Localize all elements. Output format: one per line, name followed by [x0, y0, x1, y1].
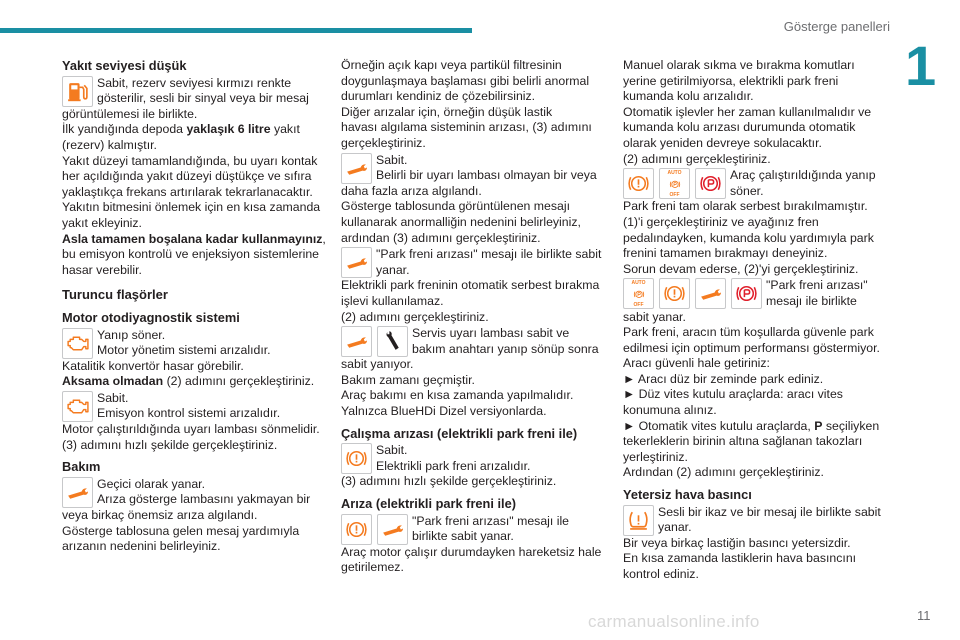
text-line: frenini tamamen bırakmayı deneyiniz.: [623, 246, 828, 261]
wrench-icon: [341, 153, 372, 184]
bullet-item: ► Aracı düz bir zeminde park ediniz.: [623, 371, 824, 386]
text-span: yakıt: [270, 122, 300, 137]
text-line: Manuel olarak sıkma ve bırakma komutları: [623, 58, 855, 72]
epb-indicator-row: [341, 443, 603, 474]
text-line: [62, 232, 324, 248]
text-line: pedalındayken, kumanda kolu yardımıyla park: [623, 230, 874, 245]
text-span: ,: [322, 231, 326, 246]
text-span: seçiliyken: [822, 418, 880, 433]
text-line: bakım anahtarı yanıp sönüp sonra: [412, 341, 599, 356]
text-line: (2) adımını gerçekleştiriniz.: [623, 151, 771, 166]
text-line: Sesli bir ikaz ve bir mesaj ile birlikte sabit: [658, 504, 881, 519]
text-line: Yalnızca BlueHDi Dizel versiyonlarda.: [341, 404, 547, 419]
text-line: hasar verebilir.: [62, 262, 142, 277]
text-line: söner.: [730, 183, 764, 198]
text-line: edilmesi için optimum performansı göstermiyor.: [623, 340, 880, 355]
text-line: konumuna alınız.: [623, 403, 717, 418]
wrench-icon: [695, 278, 726, 309]
text-line: her açıldığında yakıt düzeyi düştükçe ve sıfıra: [62, 169, 312, 184]
text-line: Bir veya birkaç lastiğin basıncı yetersizdir.: [623, 535, 851, 550]
header-accent-bar: [0, 28, 472, 33]
text-line: Arıza gösterge lambasını yakmayan bir: [97, 492, 311, 507]
text-line: Elektrikli park freni arızalıdır.: [376, 458, 531, 473]
text-line: bu emisyon kontrolü ve enjeksiyon sistemlerine: [62, 247, 319, 262]
text-line: tekerleklerin birinin altına sağlanan takozları: [623, 434, 863, 449]
text-line: ardından (3) adımını gerçekleştiriniz.: [341, 230, 541, 245]
text-line: Aracı güvenli hale getiriniz:: [623, 356, 770, 371]
text-line: (1)'i gerçekleştiriniz ve ayağınız fren: [623, 214, 819, 229]
chapter-number: 1: [905, 34, 937, 97]
text-line: yerleştiriniz.: [623, 449, 688, 464]
text-span: İlk yandığında depoda: [62, 122, 187, 137]
text-line: "Park freni arızası" mesajı ile: [412, 513, 570, 528]
text-line: Örneğin açık kapı veya partikül filtresinin: [341, 58, 562, 72]
park-brake-fault-row: [341, 247, 603, 278]
engine-indicator-row-2: [62, 391, 324, 422]
section-title-orange-flashers: Turuncu flaşörler: [62, 287, 168, 303]
tyre-pressure-icon: [623, 505, 654, 536]
text-line: Otomatik işlevler her zaman kullanılmalıdır ve: [623, 104, 872, 119]
icon-label-auto: AUTO: [631, 279, 646, 286]
park-brake-icon: [341, 443, 372, 474]
bullet-item: [623, 419, 885, 435]
text-line: birlikte sabit yanar.: [412, 529, 514, 544]
text-line: doygunlaşmaya başlaması gibi belirli anormal: [341, 73, 590, 88]
text-line: sabit yanar.: [623, 309, 686, 324]
brake-red-icon: [695, 168, 726, 199]
icon-label-off: OFF: [633, 301, 644, 308]
icon-label-off: OFF: [669, 191, 680, 198]
brake-fault-row: [623, 278, 885, 309]
text-line: Araç motor çalışır durumdayken hareketsiz hale: [341, 544, 602, 559]
text-line: Araç bakımı en kısa zamanda yapılmalıdır.: [341, 388, 574, 403]
text-line: Yakıtın bitmesini önlemek için en kısa zamanda: [62, 200, 321, 215]
fuel-pump-icon: [62, 76, 93, 107]
text-line: olarak yeniden devreye sokulacaktır.: [623, 135, 822, 150]
page-number: 11: [917, 608, 931, 623]
bullet-item: ► Düz vites kutulu araçlarda: aracı vites: [623, 387, 843, 402]
text-line: Geçici olarak yanar.: [97, 476, 205, 491]
park-brake-icon: [341, 514, 372, 545]
section-title-low-tyre-pressure: Yetersiz hava basıncı: [623, 487, 752, 503]
text-line: havası algılama sisteminin arızası, (3) adımını: [341, 120, 592, 135]
text-line: yakıt ekleyiniz.: [62, 215, 142, 230]
engine-icon: [62, 328, 93, 359]
text-line: Diğer arızalar için, örneğin düşük lastik: [341, 104, 553, 119]
text-line: Belirli bir uyarı lambası olmayan bir veya: [376, 168, 597, 183]
text-line: yanar.: [658, 520, 692, 535]
text-line: getirilemez.: [341, 560, 404, 575]
text-line: gösterilir, sesli bir sinyal veya bir mesaj: [97, 91, 309, 106]
tyre-indicator-row: [623, 505, 885, 536]
wrench-icon: [341, 247, 372, 278]
header-title: Gösterge panelleri: [783, 19, 890, 34]
bold-span: yaklaşık 6 litre: [186, 122, 271, 137]
text-line: Emisyon kontrol sistemi arızalıdır.: [97, 406, 281, 421]
text-line: Ardından (2) adımını gerçekleştiriniz.: [623, 465, 824, 480]
text-line: (3) adımını hızlı şekilde gerçekleştiriniz.: [341, 474, 557, 489]
text-line: yaklaştıkça frekans artırılarak tekrarlanacaktır.: [62, 184, 313, 199]
bold-span: Asla tamamen boşalana kadar kullanmayınız: [62, 231, 323, 246]
text-line: "Park freni arızası" mesajı ile birlikte sabit: [376, 247, 602, 262]
text-line: mesajı ile birlikte: [766, 293, 857, 308]
bold-span: P: [814, 418, 823, 433]
text-line: Motor yönetim sistemi arızalıdır.: [97, 343, 271, 358]
park-brake-icon: [659, 278, 690, 309]
text-line: kontrol ediniz.: [623, 567, 699, 581]
column-1: [62, 58, 324, 555]
text-line: yanar.: [376, 262, 410, 277]
section-title-epb-malfunction: Çalışma arızası (elektrikli park freni ile): [341, 425, 578, 441]
auto-off-brake-icon: [623, 278, 654, 309]
brake-red-icon: [731, 278, 762, 309]
text-line: [62, 122, 324, 138]
text-line: Sabit.: [376, 152, 408, 167]
section-title-engine-diagnostics: Motor otodiyagnostik sistemi: [62, 309, 240, 325]
wrench-icon: [62, 477, 93, 508]
text-line: "Park freni arızası": [766, 278, 868, 293]
text-span: (2) adımını gerçekleştiriniz.: [163, 374, 315, 389]
text-line: Park freni, aracın tüm koşullarda güvenle park: [623, 325, 874, 340]
text-line: Araç çalıştırıldığında yanıp: [730, 168, 876, 183]
text-line: Motor çalıştırıldığında uyarı lambası sönmelidir.: [62, 422, 320, 437]
epb-fault-row: [341, 514, 603, 545]
text-line: sabit yanıyor.: [341, 357, 414, 372]
text-line: Yanıp söner.: [97, 327, 166, 342]
text-line: arızanın nedenini belirleyiniz.: [62, 539, 221, 554]
text-line: [62, 374, 324, 390]
text-line: durumları kendiniz de çözebilirsiniz.: [341, 89, 536, 104]
text-line: Sabit.: [376, 443, 408, 458]
text-line: Sorun devam ederse, (2)'yi gerçekleştiriniz.: [623, 261, 859, 276]
engine-icon: [62, 391, 93, 422]
text-line: Gösterge tablosunda görüntülenen mesajı: [341, 199, 571, 214]
fuel-indicator-row: [62, 76, 324, 107]
text-line: Elektrikli park freninin otomatik serbest bırakma: [341, 278, 600, 293]
text-line: gerçekleştiriniz.: [341, 135, 426, 150]
text-line: işlevi kullanılamaz.: [341, 293, 444, 308]
icon-label-auto: AUTO: [667, 169, 682, 176]
text-line: Gösterge tablosuna gelen mesaj yardımıyla: [62, 523, 300, 538]
engine-indicator-row: [62, 328, 324, 359]
text-line: daha fazla arıza algılandı.: [341, 183, 482, 198]
text-line: Sabit.: [97, 390, 129, 405]
text-line: Sabit, rezerv seviyesi kırmızı renkte: [97, 75, 292, 90]
wrench-icon: [377, 514, 408, 545]
wrench-indicator-row: [341, 153, 603, 184]
section-title-maintenance: Bakım: [62, 459, 101, 475]
maintenance-indicator-row: [62, 477, 324, 508]
text-line: Katalitik konvertör hasar görebilir.: [62, 358, 244, 373]
wrench-icon: [341, 326, 372, 357]
text-line: Servis uyarı lambası sabit ve: [412, 326, 570, 341]
text-line: görüntülemesi ile birlikte.: [62, 106, 198, 121]
auto-off-brake-icon: [659, 168, 690, 199]
column-3: [623, 58, 885, 583]
text-line: Park freni tam olarak serbest bırakılmamıştır.: [623, 199, 868, 214]
bold-span: Aksama olmadan: [62, 374, 164, 389]
text-line: yerine getirilmiyorsa, elektrikli park freni: [623, 73, 839, 88]
park-brake-icon: [623, 168, 654, 199]
brake-start-row: [623, 168, 885, 199]
text-line: kumanda kolu arızalıdır.: [623, 89, 754, 104]
section-title-fuel-low: Yakıt seviyesi düşük: [62, 58, 187, 73]
service-indicator-row: [341, 326, 603, 357]
text-line: kullanarak anormalliğin nedenini belirleyiniz,: [341, 214, 581, 229]
text-line: veya birkaç önemsiz arıza algılandı.: [62, 508, 258, 523]
column-2: [341, 58, 603, 576]
text-line: (2) adımını gerçekleştiriniz.: [341, 309, 489, 324]
text-line: En kısa zamanda lastiklerin hava basıncını: [623, 551, 857, 566]
text-span: ► Otomatik vites kutulu araçlarda,: [623, 418, 815, 433]
service-spanner-icon: [377, 326, 408, 357]
text-line: (3) adımını hızlı şekilde gerçekleştiriniz.: [62, 437, 278, 452]
text-line: Yakıt düzeyi tamamlandığında, bu uyarı kontak: [62, 153, 318, 168]
watermark: carmanualsonline.info: [588, 612, 760, 631]
text-line: Bakım zamanı geçmiştir.: [341, 372, 475, 387]
text-line: kumanda kolu arızası durumunda otomatik: [623, 120, 856, 135]
text-line: (rezerv) kalmıştır.: [62, 137, 157, 152]
section-title-epb-fault: Arıza (elektrikli park freni ile): [341, 496, 516, 512]
